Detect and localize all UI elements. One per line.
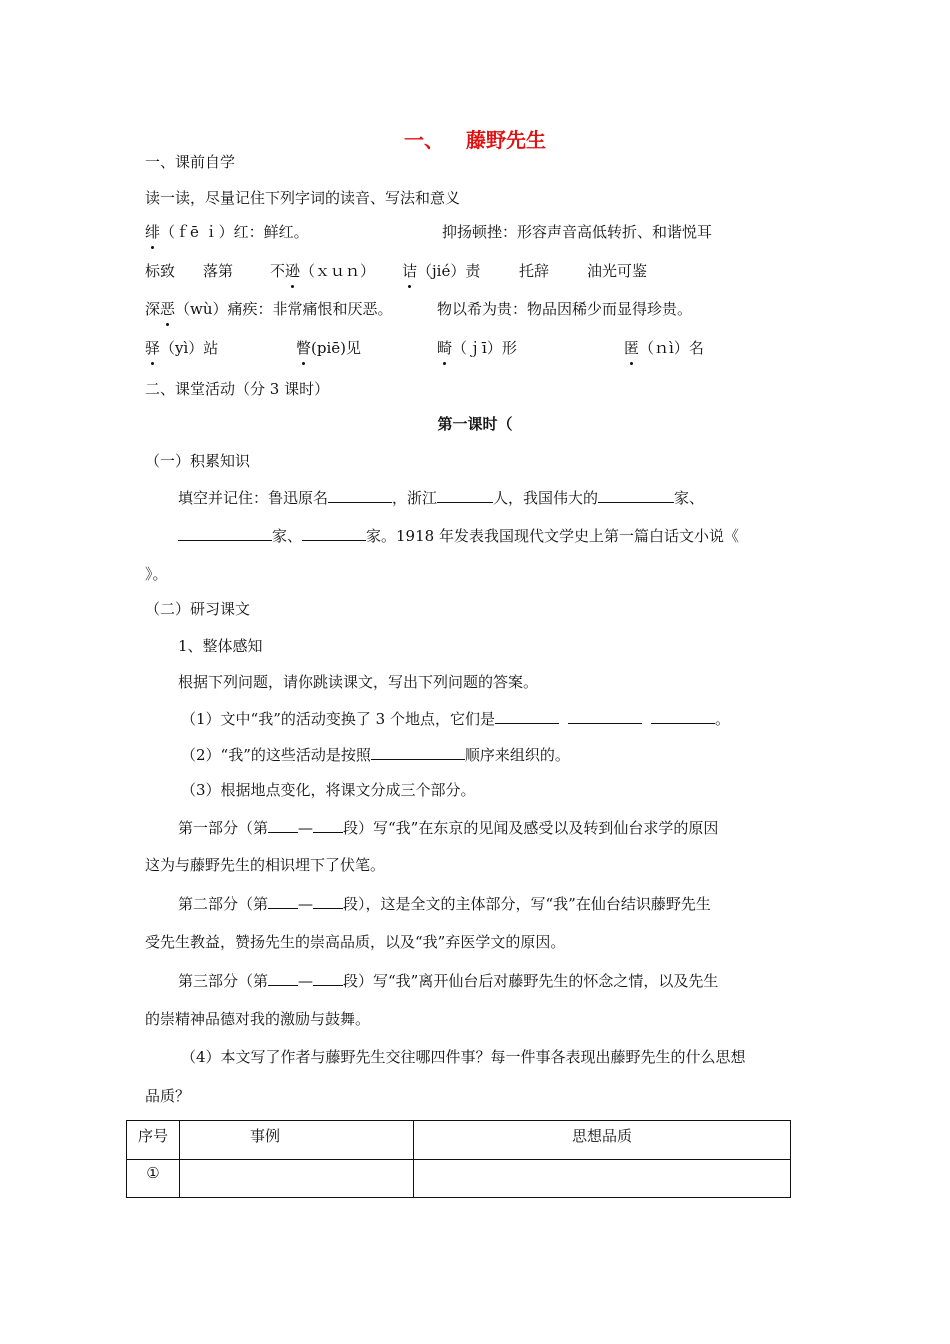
vocab-row-1a (145, 222, 309, 242)
vocab-text: （ｘｕｎ） (300, 262, 376, 280)
answer-blank[interactable] (495, 708, 559, 724)
table-header-example: 事例 (180, 1121, 414, 1160)
section2-heading: 二、课堂活动（分 3 课时） (145, 380, 330, 398)
vocab-row-3b: 物以希为贵：物品因稀少而显得珍贵。 (437, 300, 693, 318)
question-text: （1）文中“我”的活动变换了 3 个地点，它们是 (181, 710, 495, 728)
vocab-word-8 (296, 338, 361, 358)
question-text: 。 (714, 710, 730, 728)
question-text: （2）“我”的这些活动是按照 (181, 746, 371, 764)
question-text: 顺序来组织的。 (464, 746, 570, 764)
vocab-word-2: 落第 (203, 262, 234, 280)
vocab-word-7 (145, 338, 218, 358)
vocab-text: （yì）站 (160, 339, 219, 357)
part-text: 第一部分（第 (178, 819, 269, 837)
dotted-char: 匿 (624, 339, 640, 357)
title-text: 藤野先生 (466, 128, 546, 152)
question-3: （3）根据地点变化，将课文分成三个部分。 (181, 781, 476, 799)
dotted-char: 绯 (145, 223, 161, 241)
fill-line-3 (145, 563, 168, 584)
dotted-char: 驿 (145, 339, 161, 357)
answer-blank[interactable] (268, 893, 298, 909)
part-three-cont: 的崇精神品德对我的激励与鼓舞。 (145, 1010, 371, 1028)
vocab-word-6: 油光可鉴 (587, 262, 648, 280)
vocab-text: 不 (270, 262, 286, 280)
answer-blank[interactable] (313, 893, 343, 909)
question-4: （4）本文写了作者与藤野先生交往哪四件事？每一件事各表现出藤野先生的什么思想 (181, 1048, 746, 1066)
question-1 (181, 708, 730, 729)
part-three-line (178, 970, 718, 991)
fill-text: 家、 (674, 489, 705, 507)
fill-text: 人，我国伟大的 (493, 489, 599, 507)
part2-intro: 根据下列问题，请你跳读课文，写出下列问题的答案。 (178, 673, 539, 691)
vocab-text: （ｆē ｉ）红：鲜红。 (160, 223, 309, 241)
part-text: 段）写“我”在东京的见闻及感受以及转到仙台求学的原因 (343, 819, 719, 837)
dotted-char: 逊 (285, 262, 301, 280)
part-text: 第二部分（第 (178, 895, 269, 913)
fill-text: ，浙江 (392, 489, 438, 507)
dotted-char: 诘 (402, 262, 418, 280)
part-two-cont: 受先生教益，赞扬先生的崇高品质，以及“我”弃医学文的原因。 (145, 933, 566, 951)
part2-subheading: 1、整体感知 (178, 637, 263, 655)
vocab-word-10 (624, 338, 704, 358)
vocab-row-1b: 抑扬顿挫：形容声音高低转折、和谐悦耳 (442, 223, 713, 241)
answer-table (126, 1120, 791, 1198)
question-2 (181, 744, 570, 765)
answer-blank[interactable] (437, 487, 493, 503)
row-number: ① (127, 1160, 180, 1198)
answer-blank[interactable] (598, 487, 674, 503)
fill-text: 》。 (145, 565, 168, 583)
question-4-cont: 品质？ (145, 1087, 191, 1105)
answer-blank[interactable] (568, 708, 642, 724)
answer-blank[interactable] (268, 970, 298, 986)
example-cell[interactable] (180, 1160, 414, 1198)
vocab-word-4 (402, 261, 480, 281)
part-two-line (178, 893, 711, 914)
vocab-text: （jié）责 (417, 262, 481, 280)
table-header-quality: 思想品质 (414, 1121, 791, 1160)
answer-blank[interactable] (313, 817, 343, 833)
vocab-word-5: 托辞 (519, 262, 550, 280)
vocab-row-3a (145, 299, 393, 319)
answer-blank[interactable] (651, 708, 715, 724)
quality-cell[interactable] (414, 1160, 791, 1198)
section1-intro: 读一读，尽量记住下列字词的读音、写法和意义 (145, 189, 461, 207)
part1-heading: （一）积累知识 (145, 452, 251, 470)
fill-text: 家。1918 年发表我国现代文学史上第一篇白话文小说《 (366, 527, 739, 545)
part-text: 段）写“我”离开仙台后对藤野先生的怀念之情，以及先生 (343, 972, 719, 990)
table-header-row (127, 1121, 791, 1160)
vocab-text: （ｊī）形 (452, 339, 517, 357)
section1-heading: 一、课前自学 (145, 153, 236, 171)
dotted-char: 畸 (437, 339, 453, 357)
part-one-cont: 这为与藤野先生的相识埋下了伏笔。 (145, 856, 386, 874)
part-text: 段），这是全文的主体部分，写“我”在仙台结识藤野先生 (343, 895, 711, 913)
vocab-text: 深 (145, 300, 161, 318)
table-header-number: 序号 (127, 1121, 180, 1160)
vocab-word-1: 标致 (145, 262, 176, 280)
answer-blank[interactable] (268, 817, 298, 833)
part2-heading: （二）研习课文 (145, 600, 251, 618)
part-one-line (178, 817, 718, 838)
vocab-text: (piē)见 (311, 339, 361, 357)
fill-text: 填空并记住：鲁迅原名 (178, 489, 329, 507)
answer-blank[interactable] (328, 487, 392, 503)
vocab-word-9 (437, 338, 517, 358)
answer-blank[interactable] (178, 525, 272, 541)
fill-line-1 (178, 487, 704, 508)
lesson-heading: 第一课时（ (437, 415, 513, 433)
table-row (127, 1160, 791, 1198)
dotted-char: 瞥 (296, 339, 312, 357)
part-text: 第三部分（第 (178, 972, 269, 990)
vocab-text: （ｎì）名 (639, 339, 704, 357)
title-number: 一、 (404, 128, 444, 152)
dash: — (298, 972, 314, 990)
dotted-char: 恶 (160, 300, 176, 318)
dash: — (298, 819, 314, 837)
vocab-text: （wù）痛疾：非常痛恨和厌恶。 (175, 300, 393, 318)
answer-blank[interactable] (313, 970, 343, 986)
page-title (0, 124, 950, 153)
fill-line-2 (178, 525, 739, 546)
vocab-word-3 (270, 261, 375, 281)
answer-blank[interactable] (302, 525, 366, 541)
dash: — (298, 895, 314, 913)
answer-blank[interactable] (371, 744, 465, 760)
fill-text: 家、 (272, 527, 303, 545)
